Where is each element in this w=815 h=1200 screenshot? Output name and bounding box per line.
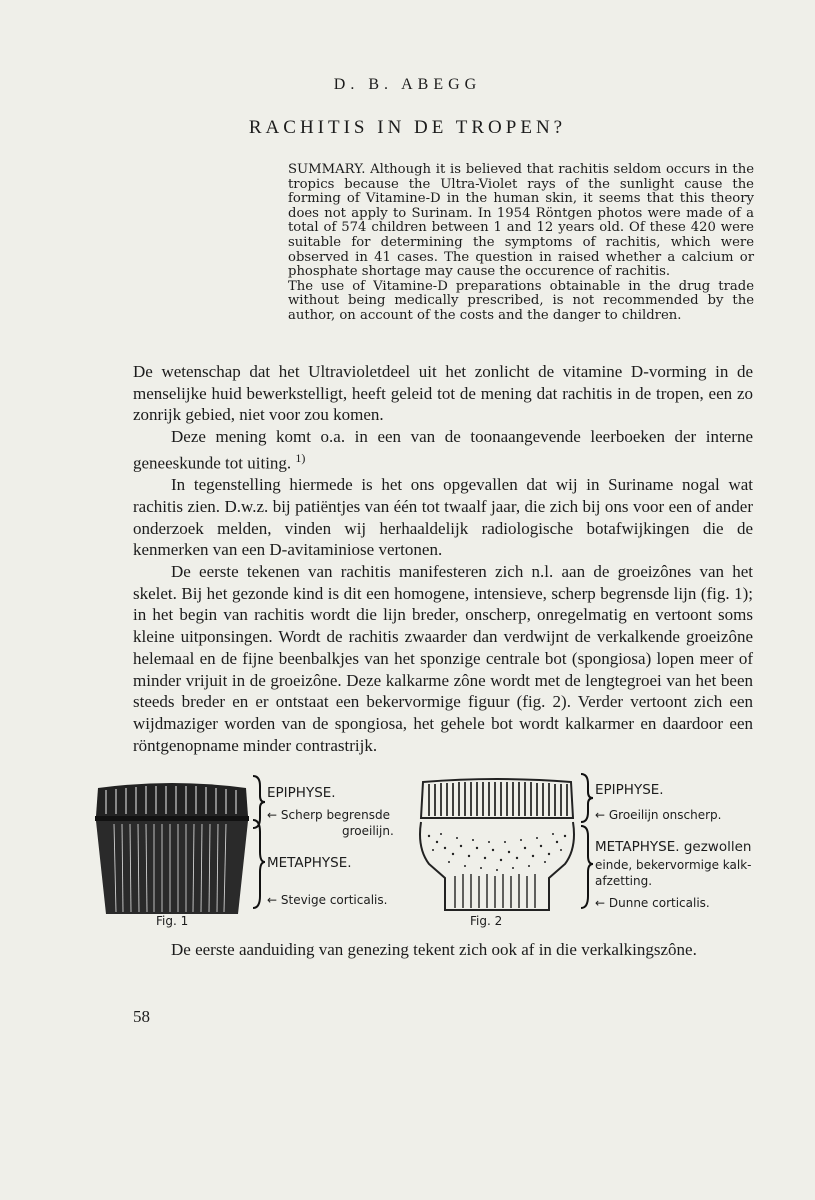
fig2-caption: Fig. 2 xyxy=(470,914,503,928)
fig1-epiphyse-label: EPIPHYSE. xyxy=(267,785,336,801)
page-number: 58 xyxy=(133,1007,150,1026)
summary-paragraph: SUMMARY. Although it is believed that rachitis seldom occurs in the tropics because the Ultra-Violet rays of the sunlight cause the forming of Vitamine-D in the human skin, it seems that this theory does not apply to Surinam. In 1954 Röntgen photos were made of a total of 574 children between 1 and 12 years old. Of these 420 were suitable for determining the symptoms of rachitis, which were observed in 41 cases. The question in raised whether a calcium or phosphate shortage may cause the occurence of rachitis. xyxy=(288,162,754,280)
fig1-groeilijn-label: ← Scherp begrensde xyxy=(267,808,390,822)
author-name: D. B. ABEGG xyxy=(333,76,482,93)
body-paragraph: De eerste tekenen van rachitis manifesteren zich n.l. aan de groeizônes van het skelet. Bij het gezonde kind is dit een homogene, intensieve, scherp begrensde lijn (fig. 1); in het begin van rachitis wordt die lijn breder, onscherp, onregelmatig en vertoont soms kleine uitponsingen. Wordt de rachitis zwaarder dan verdwijnt de verkalkende groeizône helemaal en de fijne beenbalkjes van het sponzige centrale bot (spongiosa) lopen meer of minder vrijuit in de groeizône. Deze kalkarme zône wordt met de lengtegroei van het been steeds breder en er ontstaat een bekervormige figuur (fig. 2). Verder vertoont zich een wijdmaziger worden van de spongiosa, het gehele bot wordt kalkarmer en daardoor een röntgenopname minder contrastrijk. xyxy=(133,561,753,755)
fig1-metaphyse-label: METAPHYSE. xyxy=(267,855,352,871)
body-paragraph: In tegenstelling hiermede is het ons opgevallen dat wij in Suriname nogal wat rachitis zien. D.w.z. bij patiëntjes van één tot twaalf jaar, die zich bij ons voor een of ander onderzoek melden, vinden wij herhaaldelijk radiologische botafwijkingen die de kenmerken van een D-avitaminiose vertonen. xyxy=(133,475,753,560)
fig2-braces xyxy=(578,770,596,912)
body-paragraph-text: Deze mening komt o.a. in een van de toonaangevende leerboeken der interne geneeskunde tot uiting. xyxy=(133,427,753,473)
fig1-braces xyxy=(250,772,268,912)
fig2-groeilijn-label: ← Groeilijn onscherp. xyxy=(595,808,722,822)
fig1-caption: Fig. 1 xyxy=(156,914,189,928)
body-paragraph: De wetenschap dat het Ultravioletdeel uit het zonlicht de vitamine D-vorming in de menselijke huid bewerkstelligt, heeft geleid tot de mening dat rachitis in de tropen, een zo zonrijk gebied, niet voor zou komen. xyxy=(133,362,753,425)
body-paragraph: De eerste aanduiding van genezing tekent zich ook af in die verkalkingszône. xyxy=(171,940,697,959)
fig1-corticalis-label: ← Stevige corticalis. xyxy=(267,893,388,907)
article-title: RACHITIS IN DE TROPEN? xyxy=(248,117,567,138)
fig1-groeilijn-label: groeilijn. xyxy=(342,824,394,838)
fig2-corticalis-label: ← Dunne corticalis. xyxy=(595,896,710,910)
footnote-reference: 1) xyxy=(295,450,306,465)
fig1-bone-drawing xyxy=(92,780,252,920)
fig2-bone-drawing xyxy=(415,778,580,912)
closing-text xyxy=(133,938,753,961)
body-text xyxy=(133,361,753,756)
summary-paragraph: The use of Vitamine-D preparations obtainable in the drug trade without being medically prescribed, is not recommended by the author, on account of the costs and the danger to children. xyxy=(288,278,754,323)
fig2-epiphyse-label: EPIPHYSE. xyxy=(595,782,664,798)
summary-block xyxy=(288,163,754,324)
fig2-metaphyse-label: afzetting. xyxy=(595,874,653,888)
body-paragraph xyxy=(133,426,753,474)
fig2-metaphyse-label: einde, bekervormige kalk- xyxy=(595,858,752,872)
fig2-metaphyse-label: METAPHYSE. gezwollen xyxy=(595,839,752,855)
